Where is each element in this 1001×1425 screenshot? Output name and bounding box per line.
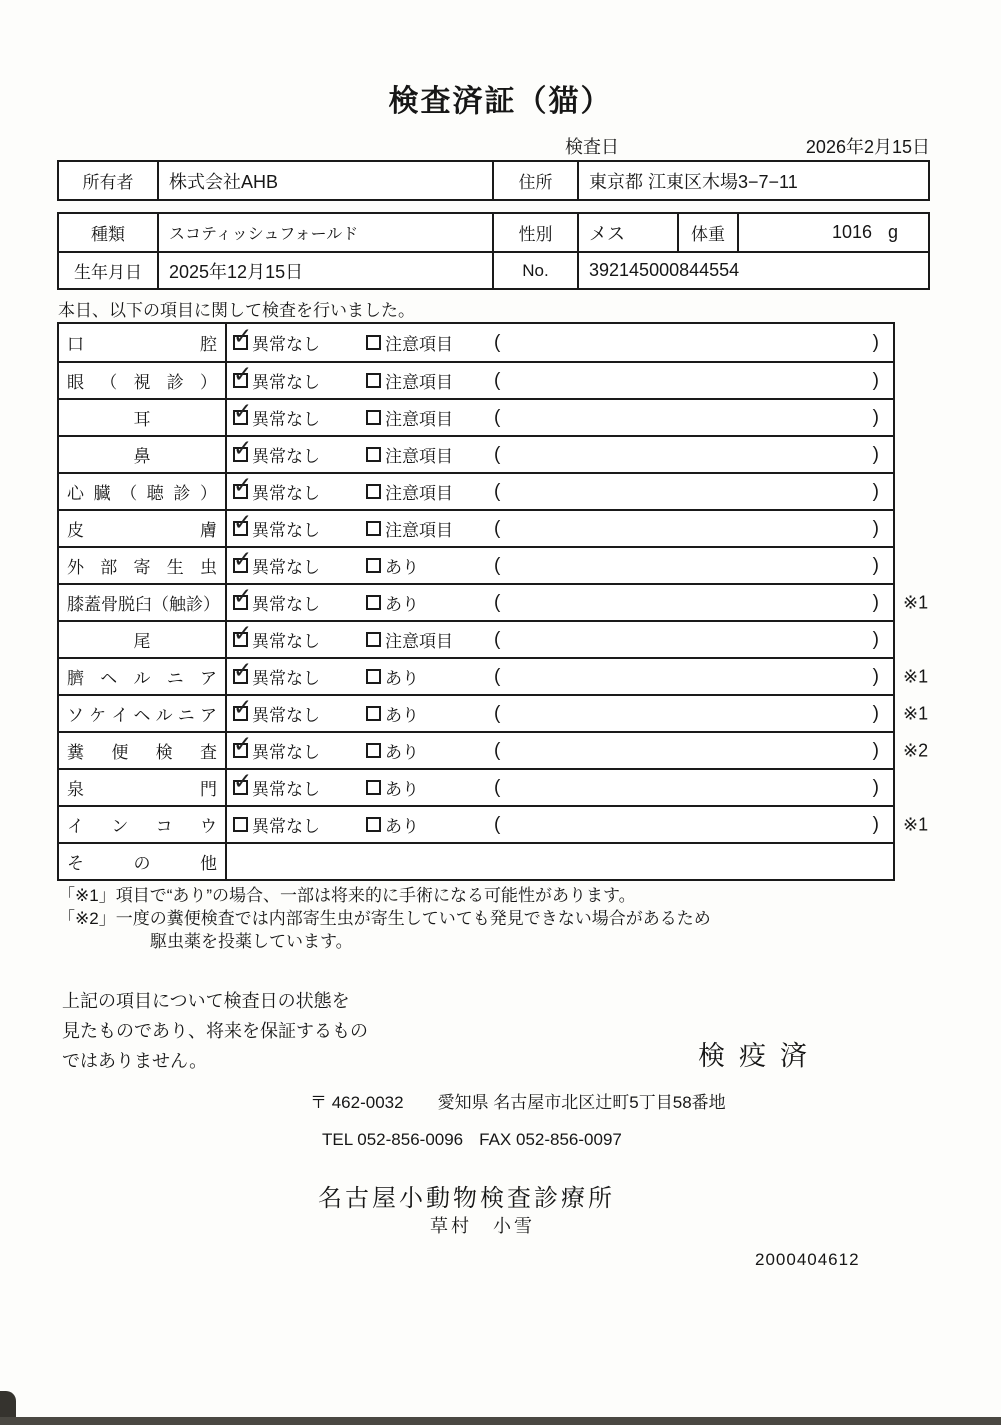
finding-option-label: あり <box>385 706 419 725</box>
normal-option-cell <box>227 738 362 763</box>
exam-item-label: 尾 <box>59 622 227 657</box>
intro-sentence: 本日、以下の項目に関して検査を行いました。 <box>58 301 415 320</box>
finding-option-label: あり <box>385 669 419 688</box>
normal-option-label: 異常なし <box>252 447 320 466</box>
weight-unit: g <box>887 222 898 242</box>
finding-option-cell <box>362 516 492 541</box>
detail-parens <box>492 518 893 540</box>
normal-option-cell <box>227 479 362 504</box>
paren-close: ) <box>872 776 879 798</box>
detail-parens <box>492 666 893 688</box>
paren-close: ) <box>872 628 879 650</box>
owner-row <box>59 162 928 199</box>
exam-row <box>59 657 929 694</box>
exam-row <box>59 805 929 842</box>
exam-row-content <box>227 400 893 435</box>
finding-option-cell <box>362 405 492 430</box>
finding-option-cell <box>362 664 492 689</box>
paren-close: ) <box>872 331 879 353</box>
exam-row <box>59 842 893 879</box>
finding-option-label: 注意項目 <box>385 410 453 429</box>
paren-close: ) <box>872 665 879 687</box>
paren-close: ) <box>872 591 879 613</box>
paren-close: ) <box>872 739 879 761</box>
paren-open: ( <box>494 554 501 576</box>
disclaimer <box>62 986 368 1076</box>
paren-open: ( <box>494 406 501 428</box>
paren-open: ( <box>494 665 501 687</box>
weight-label: 体重 <box>677 214 737 251</box>
normal-checkbox[interactable] <box>233 706 248 721</box>
paren-close: ) <box>872 554 879 576</box>
paren-open: ( <box>494 591 501 613</box>
finding-option-cell <box>362 738 492 763</box>
normal-option-label: 異常なし <box>252 780 320 799</box>
veterinarian-name: 草村 小雪 <box>430 1216 535 1236</box>
inspection-date-label: 検査日 <box>565 137 619 157</box>
normal-option-label: 異常なし <box>252 706 320 725</box>
finding-checkbox[interactable] <box>366 410 381 425</box>
normal-option-label: 異常なし <box>252 373 320 392</box>
finding-checkbox[interactable] <box>366 669 381 684</box>
paren-close: ) <box>872 369 879 391</box>
normal-option-cell <box>227 812 362 837</box>
exam-row-content <box>227 770 893 805</box>
clinic-address: 愛知県 名古屋市北区辻町5丁目58番地 <box>437 1093 726 1112</box>
exam-row <box>59 583 929 620</box>
finding-option-label: 注意項目 <box>385 632 453 651</box>
finding-option-label: あり <box>385 817 419 836</box>
detail-parens <box>492 777 893 799</box>
row-note: ※1 <box>903 592 929 612</box>
paren-open: ( <box>494 702 501 724</box>
row-note: ※2 <box>903 740 929 760</box>
detail-parens <box>492 407 893 429</box>
id-number-value: 392145000844554 <box>577 253 928 288</box>
normal-option-cell <box>227 330 362 355</box>
row-note: ※1 <box>903 666 929 686</box>
inspection-date-value: 2026年2月15日 <box>805 137 930 157</box>
paren-close: ) <box>872 443 879 465</box>
normal-checkbox[interactable] <box>233 410 248 425</box>
exam-row-content <box>227 622 893 657</box>
exam-item-label: 糞 便 検 査 <box>59 733 227 768</box>
paren-close: ) <box>872 702 879 724</box>
detail-parens <box>492 740 893 762</box>
normal-checkbox[interactable] <box>233 743 248 758</box>
paren-open: ( <box>494 331 501 353</box>
normal-option-label: 異常なし <box>252 743 320 762</box>
address-value: 東京都 江東区木場3−7−11 <box>577 162 928 199</box>
normal-checkbox[interactable] <box>233 447 248 462</box>
paren-open: ( <box>494 739 501 761</box>
exam-item-label: 口 腔 <box>59 324 227 361</box>
normal-checkbox[interactable] <box>233 632 248 647</box>
exam-item-label: 眼 （ 視 診 ） <box>59 363 227 398</box>
clinic-address-line <box>310 1088 726 1113</box>
finding-checkbox[interactable] <box>366 335 381 350</box>
finding-option-cell <box>362 775 492 800</box>
paren-close: ) <box>872 813 879 835</box>
exam-row <box>59 472 893 509</box>
exam-row-content <box>227 363 893 398</box>
footnote-2: 「※2」一度の糞便検査では内部寄生虫が寄生していても発見できない場合があるため <box>58 909 711 928</box>
finding-option-cell <box>362 627 492 652</box>
address-label: 住所 <box>492 162 577 199</box>
exam-row-content <box>227 844 893 879</box>
exam-item-label: 鼻 <box>59 437 227 472</box>
normal-checkbox[interactable] <box>233 780 248 795</box>
normal-option-cell <box>227 701 362 726</box>
finding-option-cell <box>362 590 492 615</box>
detail-parens <box>492 629 893 651</box>
normal-checkbox[interactable] <box>233 484 248 499</box>
weight-value: 1016 <box>831 222 872 242</box>
exam-row-content <box>227 324 893 361</box>
id-number-label: No. <box>492 253 577 288</box>
exam-row-content <box>227 548 893 583</box>
finding-checkbox[interactable] <box>366 558 381 573</box>
row-note: ※1 <box>903 703 929 723</box>
disclaimer-line-1: 上記の項目について検査日の状態を <box>62 991 350 1011</box>
exam-item-label: そ の 他 <box>59 844 227 879</box>
normal-checkbox[interactable] <box>233 521 248 536</box>
exam-row <box>59 324 893 361</box>
normal-option-cell <box>227 368 362 393</box>
normal-option-label: 異常なし <box>252 521 320 540</box>
exam-row <box>59 435 893 472</box>
finding-option-cell <box>362 479 492 504</box>
breed-value: スコティッシュフォールド <box>157 214 492 251</box>
detail-parens <box>492 444 893 466</box>
animal-info-table <box>57 212 930 290</box>
quarantine-passed-stamp: 検疫済 <box>698 1041 821 1071</box>
paren-open: ( <box>494 480 501 502</box>
clinic-postal-code: 〒 462-0032 <box>310 1093 404 1112</box>
finding-checkbox[interactable] <box>366 743 381 758</box>
exam-row <box>59 398 893 435</box>
normal-option-label: 異常なし <box>252 484 320 503</box>
sex-value: メス <box>577 214 677 251</box>
normal-option-cell <box>227 775 362 800</box>
birthdate-row <box>59 251 928 288</box>
exam-item-label: 心 臓 （ 聴 診 ） <box>59 474 227 509</box>
normal-option-cell <box>227 405 362 430</box>
normal-checkbox[interactable] <box>233 558 248 573</box>
normal-option-label: 異常なし <box>252 335 320 354</box>
exam-row-content <box>227 696 893 731</box>
finding-checkbox[interactable] <box>366 632 381 647</box>
document-title: 検査済証（猫） <box>388 85 613 118</box>
finding-option-label: 注意項目 <box>385 335 453 354</box>
clinic-tel: TEL 052-856-0096 <box>322 1130 464 1149</box>
finding-checkbox[interactable] <box>366 595 381 610</box>
paren-open: ( <box>494 628 501 650</box>
finding-option-label: 注意項目 <box>385 521 453 540</box>
clinic-fax: FAX 052-856-0097 <box>479 1130 622 1149</box>
paren-open: ( <box>494 813 501 835</box>
owner-value: 株式会社AHB <box>157 162 492 199</box>
finding-option-cell <box>362 701 492 726</box>
normal-option-label: 異常なし <box>252 595 320 614</box>
scan-edge-artifact <box>0 1417 1001 1425</box>
exam-row <box>59 509 893 546</box>
row-note: ※1 <box>903 814 929 834</box>
exam-table <box>57 322 929 881</box>
paren-close: ) <box>872 517 879 539</box>
finding-checkbox[interactable] <box>366 817 381 832</box>
exam-row-content <box>227 437 893 472</box>
birthdate-value: 2025年12月15日 <box>157 253 492 288</box>
normal-option-label: 異常なし <box>252 558 320 577</box>
disclaimer-line-3: ではありません。 <box>62 1051 208 1071</box>
normal-option-cell <box>227 442 362 467</box>
finding-option-cell <box>362 368 492 393</box>
exam-item-label: 膝 蓋 骨 脱 臼 （ 触 診 ） <box>59 585 227 620</box>
detail-parens <box>492 481 893 503</box>
exam-row <box>59 361 893 398</box>
detail-parens <box>492 370 893 392</box>
exam-item-label: イ ン コ ウ <box>59 807 227 842</box>
exam-row <box>59 768 893 805</box>
paren-open: ( <box>494 443 501 465</box>
weight-value-cell <box>737 214 928 251</box>
birthdate-label: 生年月日 <box>74 263 142 282</box>
finding-checkbox[interactable] <box>366 484 381 499</box>
breed-sex-weight-row <box>59 214 928 251</box>
normal-option-cell <box>227 627 362 652</box>
detail-parens <box>492 814 893 836</box>
finding-checkbox[interactable] <box>366 706 381 721</box>
detail-parens <box>492 555 893 577</box>
finding-option-label: 注意項目 <box>385 484 453 503</box>
exam-item-label: 臍 ヘ ル ニ ア <box>59 659 227 694</box>
paren-open: ( <box>494 517 501 539</box>
breed-label: 種類 <box>91 225 125 244</box>
normal-option-cell <box>227 590 362 615</box>
exam-row-content <box>227 733 893 768</box>
normal-checkbox[interactable] <box>233 669 248 684</box>
footnotes <box>58 884 711 953</box>
finding-checkbox[interactable] <box>366 780 381 795</box>
normal-option-label: 異常なし <box>252 410 320 429</box>
finding-option-label: あり <box>385 595 419 614</box>
normal-option-cell <box>227 664 362 689</box>
exam-item-label: 耳 <box>59 400 227 435</box>
paren-open: ( <box>494 776 501 798</box>
detail-parens <box>492 332 893 354</box>
paren-open: ( <box>494 369 501 391</box>
exam-row-content <box>227 807 893 842</box>
detail-parens <box>492 592 893 614</box>
detail-parens <box>492 703 893 725</box>
normal-option-label: 異常なし <box>252 669 320 688</box>
normal-option-label: 異常なし <box>252 632 320 651</box>
exam-item-label: 皮 膚 <box>59 511 227 546</box>
finding-option-label: あり <box>385 558 419 577</box>
finding-option-label: あり <box>385 780 419 799</box>
clinic-name: 名古屋小動物検査診療所 <box>318 1185 615 1212</box>
exam-item-label: 泉 門 <box>59 770 227 805</box>
exam-row <box>59 546 893 583</box>
exam-row <box>59 620 893 657</box>
finding-option-label: 注意項目 <box>385 373 453 392</box>
finding-checkbox[interactable] <box>366 373 381 388</box>
sex-label: 性別 <box>492 214 577 251</box>
normal-checkbox[interactable] <box>233 595 248 610</box>
exam-row-content <box>227 585 893 620</box>
finding-option-cell <box>362 553 492 578</box>
normal-checkbox[interactable] <box>233 373 248 388</box>
finding-option-cell <box>362 812 492 837</box>
clinic-phone-line <box>322 1130 622 1150</box>
finding-option-label: 注意項目 <box>385 447 453 466</box>
exam-item-label: 外 部 寄 生 虫 <box>59 548 227 583</box>
paren-close: ) <box>872 480 879 502</box>
finding-option-label: あり <box>385 743 419 762</box>
finding-option-cell <box>362 330 492 355</box>
footnote-2-continued: 駆虫薬を投薬しています。 <box>150 932 353 951</box>
normal-option-cell <box>227 516 362 541</box>
exam-row-content <box>227 659 893 694</box>
disclaimer-line-2: 見たものであり、将来を保証するもの <box>62 1021 368 1041</box>
finding-option-cell <box>362 442 492 467</box>
owner-info-table <box>57 160 930 201</box>
finding-checkbox[interactable] <box>366 521 381 536</box>
exam-row-content <box>227 511 893 546</box>
exam-row <box>59 731 929 768</box>
exam-row <box>59 694 929 731</box>
owner-label: 所有者 <box>82 173 134 192</box>
exam-row-content <box>227 474 893 509</box>
normal-checkbox[interactable] <box>233 817 248 832</box>
serial-number: 2000404612 <box>755 1250 860 1269</box>
normal-checkbox[interactable] <box>233 335 248 350</box>
finding-checkbox[interactable] <box>366 447 381 462</box>
paren-close: ) <box>872 406 879 428</box>
normal-option-cell <box>227 553 362 578</box>
normal-option-label: 異常なし <box>252 817 320 836</box>
exam-item-label: ソ ケ イ ヘ ル ニ ア <box>59 696 227 731</box>
footnote-1: 「※1」項目で“あり”の場合、一部は将来的に手術になる可能性があります。 <box>58 886 636 905</box>
